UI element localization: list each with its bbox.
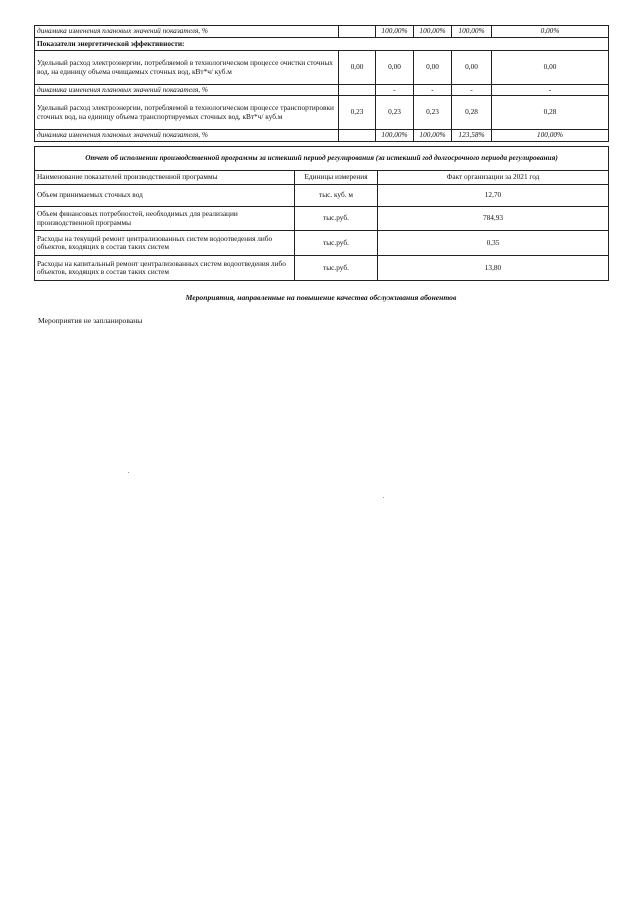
report-title: Отчет об исполнении производственной программы за истекший период регулирования (за истекший год долгосрочного периода регулирования) — [35, 147, 609, 171]
table-row — [35, 85, 609, 96]
indicator-name: Расходы на капитальный ремонт централизованных систем водоотведения либо объектов, входящих в состав таких систем — [35, 256, 295, 281]
header-unit: Единицы измерения — [295, 171, 378, 185]
indicator-name: Расходы на текущий ремонт централизованных систем водоотведения либо объектов, входящих в состав таких систем — [35, 231, 295, 256]
table-row — [35, 256, 609, 281]
fact-value: 0,35 — [378, 231, 609, 256]
value-cell: - — [452, 85, 492, 96]
value-cell: 0,00 — [339, 51, 376, 85]
table-row — [35, 96, 609, 130]
value-cell: 100,00% — [376, 26, 414, 38]
value-cell: 100,00% — [414, 26, 452, 38]
report-header-row — [35, 171, 609, 185]
indicator-label: Удельный расход электроэнергии, потребляемой в технологическом процессе транспортировки сточных вод, на единицу объема транспортируемых сточных вод, кВт*ч/ куб.м — [35, 96, 339, 130]
value-cell: 123,58% — [452, 130, 492, 142]
section-title: Показатели энергетической эффективности: — [35, 38, 609, 51]
dynamics-label: динамика изменения плановых значений показателя, % — [35, 26, 339, 38]
table-row — [35, 26, 609, 38]
dynamics-label: динамика изменения плановых значений показателя, % — [35, 85, 339, 96]
unit-cell: тыс. куб. м — [295, 185, 378, 207]
value-cell: 0,00 — [376, 51, 414, 85]
value-cell: 100,00% — [414, 130, 452, 142]
fact-value: 13,80 — [378, 256, 609, 281]
value-cell: 0,23 — [414, 96, 452, 130]
value-cell — [339, 26, 376, 38]
value-cell: 100,00% — [376, 130, 414, 142]
scan-speck — [128, 472, 129, 473]
table-row — [35, 185, 609, 207]
report-title-row — [35, 147, 609, 171]
value-cell: - — [376, 85, 414, 96]
value-cell — [339, 130, 376, 142]
table-row — [35, 51, 609, 85]
value-cell: 0,00% — [492, 26, 609, 38]
value-cell: - — [492, 85, 609, 96]
header-name: Наименование показателей производственной программы — [35, 171, 295, 185]
indicator-label: Удельный расход электроэнергии, потребляемой в технологическом процессе очистки сточных вод, на единицу объема очищаемых сточных вод, кВт*ч/ куб.м — [35, 51, 339, 85]
table-row — [35, 130, 609, 142]
header-fact: Факт организации за 2021 год — [378, 171, 609, 185]
value-cell: 0,23 — [339, 96, 376, 130]
scan-speck — [383, 497, 384, 498]
program-report-table — [34, 146, 609, 281]
fact-value: 12,70 — [378, 185, 609, 207]
energy-efficiency-table — [34, 25, 609, 142]
value-cell: 0,28 — [492, 96, 609, 130]
value-cell: 0,28 — [452, 96, 492, 130]
value-cell — [339, 85, 376, 96]
table-row — [35, 207, 609, 231]
indicator-name: Объем принимаемых сточных вод — [35, 185, 295, 207]
value-cell: 0,00 — [452, 51, 492, 85]
dynamics-label: динамика изменения плановых значений показателя, % — [35, 130, 339, 142]
value-cell: - — [414, 85, 452, 96]
unit-cell: тыс.руб. — [295, 256, 378, 281]
fact-value: 784,93 — [378, 207, 609, 231]
indicator-name: Объем финансовых потребностей, необходимых для реализации производственной программы — [35, 207, 295, 231]
value-cell: 100,00% — [492, 130, 609, 142]
unit-cell: тыс.руб. — [295, 231, 378, 256]
value-cell: 0,00 — [414, 51, 452, 85]
unit-cell: тыс.руб. — [295, 207, 378, 231]
value-cell: 0,23 — [376, 96, 414, 130]
value-cell: 100,00% — [452, 26, 492, 38]
table-row — [35, 231, 609, 256]
measures-text: Мероприятия не запланированы — [38, 316, 143, 325]
measures-title: Мероприятия, направленные на повышение качества обслуживания абонентов — [185, 293, 457, 302]
section-title-row — [35, 38, 609, 51]
value-cell: 0,00 — [492, 51, 609, 85]
